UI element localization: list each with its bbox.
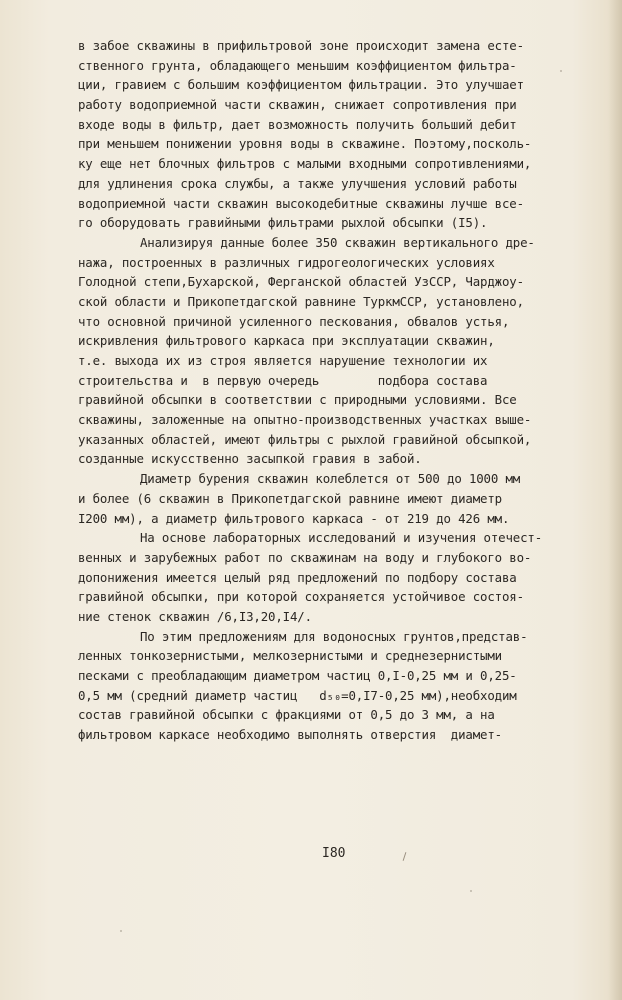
- text-line: и более (6 скважин в Прикопетдагской равнине имеют диаметр: [78, 490, 502, 506]
- text-line: допонижения имеется целый ряд предложений по подбору состава: [78, 569, 517, 585]
- text-line: ственного грунта, обладающего меньшим коэффициентом фильтра-: [78, 57, 517, 73]
- text-line: песками с преобладающим диаметром частиц 0,I-0,25 мм и 0,25-: [78, 668, 517, 683]
- text-line: ции, гравием с большим коэффициентом фильтрации. Это улучшает: [78, 77, 524, 93]
- text-line: венных и зарубежных работ по скважинам на воду и глубокого во-: [78, 549, 532, 565]
- text-line: работу водоприемной части скважин, снижает сопротивления при: [78, 97, 517, 113]
- page-number: I80: [322, 846, 346, 861]
- text-line: водоприемной части скважин высокодебитные скважины лучше все-: [78, 195, 524, 211]
- page-edge-shadow: [608, 0, 622, 1000]
- text-line: в забое скважины в прифильтровой зоне происходит замена есте-: [78, 38, 524, 53]
- text-line: го оборудовать гравийными фильтрами рыхлой обсыпки (I5).: [78, 215, 488, 231]
- text-line: т.е. выхода их из строя является нарушение технологии их: [78, 353, 488, 368]
- text-line: гравийной обсыпки в соответствии с природными условиями. Все: [78, 392, 517, 408]
- paper-speck: [120, 930, 122, 932]
- text-line: ленных тонкозернистыми, мелкозернистыми и среднезернистыми: [78, 648, 502, 664]
- text-line: состав гравийной обсыпки с фракциями от 0,5 до 3 мм, а на: [78, 707, 495, 723]
- text-line: фильтровом каркасе необходимо выполнять отверстия диамет-: [78, 727, 502, 743]
- text-line: указанных областей, имеют фильтры с рыхлой гравийной обсыпкой,: [78, 431, 532, 447]
- paper-speck: [470, 890, 472, 892]
- text-line: входе воды в фильтр, дает возможность получить больший дебит: [78, 116, 517, 132]
- text-line: ние стенок скважин /6,I3,20,I4/.: [78, 608, 312, 624]
- text-line: нажа, построенных в различных гидрогеологических условиях: [78, 254, 495, 270]
- text-line: ку еще нет блочных фильтров с малыми входными сопротивлениями,: [78, 156, 532, 172]
- text-line: искривления фильтрового каркаса при эксплуатации скважин,: [78, 333, 495, 349]
- text-line: Анализируя данные более 350 скважин вертикального дре-: [140, 234, 535, 250]
- text-line: Голодной степи,Бухарской, Ферганской областей УзССР, Чарджоу-: [78, 274, 524, 290]
- text-line: I200 мм), а диаметр фильтрового каркаса - от 219 до 426 мм.: [78, 510, 510, 526]
- text-line: ской области и Прикопетдагской равнине ТуркмССР, установлено,: [78, 293, 524, 309]
- pencil-mark: [403, 852, 407, 861]
- text-line: Диаметр бурения скважин колеблется от 500 до 1000 мм: [140, 471, 521, 487]
- text-line: 0,5 мм (средний диаметр частиц d₅₀=0,I7-0,25 мм),необходим: [78, 687, 517, 703]
- text-line: при меньшем понижении уровня воды в скважине. Поэтому,посколь-: [78, 136, 532, 152]
- text-line: что основной причиной усиленного пескования, обвалов устья,: [78, 313, 510, 329]
- text-line: созданные искусственно засыпкой гравия в забой.: [78, 451, 422, 467]
- text-line: По этим предложениям для водоносных грунтов,представ-: [140, 628, 528, 644]
- body-text: [78, 36, 598, 745]
- text-line: строительства и в первую очередь подбора состава: [78, 372, 488, 388]
- text-line: для удлинения срока службы, а также улучшения условий работы: [78, 175, 517, 191]
- paper-speck: [560, 70, 562, 72]
- text-line: На основе лабораторных исследований и изучения отечест-: [140, 530, 543, 546]
- text-line: скважины, заложенные на опытно-производственных участках выше-: [78, 412, 532, 428]
- text-line: гравийной обсыпки, при которой сохраняется устойчивое состоя-: [78, 589, 524, 605]
